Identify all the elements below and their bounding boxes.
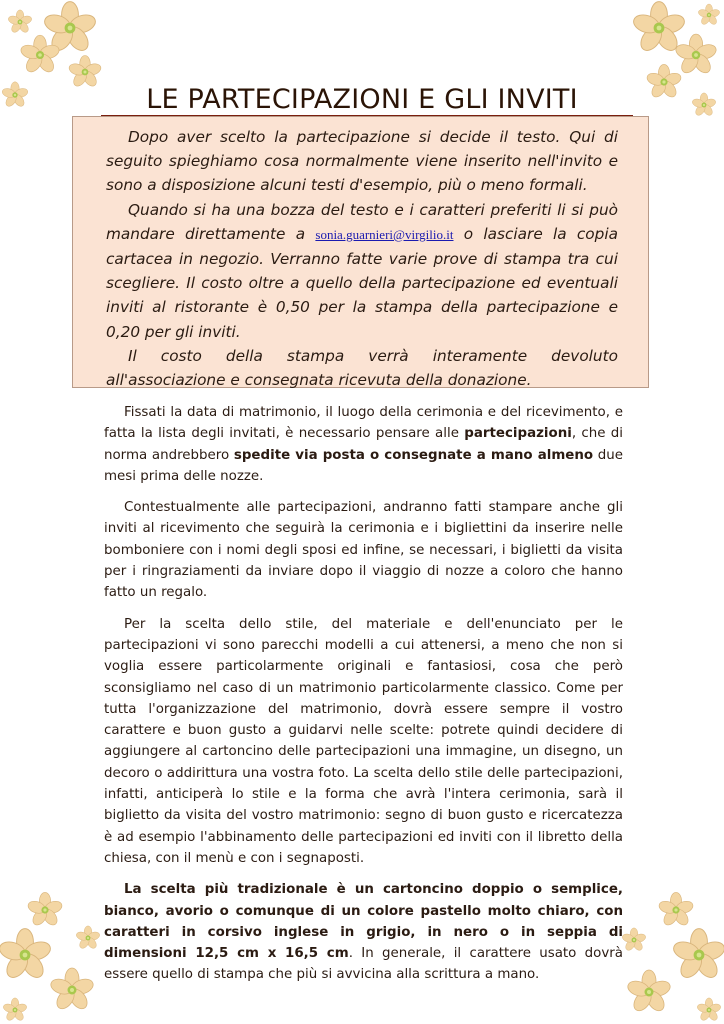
info-box <box>72 116 649 388</box>
body-paragraph-4-text: . In generale, il carattere usato dovrà essere quello di stampa che più si avvicina alla scrittura a mano. <box>104 946 623 983</box>
box-paragraph-2-text-b: o lasciare la copia cartacea in negozio. Verranno fatte varie prove di stampa tra cui scegliere. Il costo oltre a quello della partecipazione ed eventuali inviti al ristorante è 0,50 per la stampa della partecipazione e 0,20 per gli inviti. <box>106 224 618 341</box>
box-paragraph-3: Il costo della stampa verrà interamente devoluto all'associazione e consegnata ricevuta della donazione. <box>106 346 618 390</box>
article-body <box>104 402 623 996</box>
body-paragraph-3: Per la scelta dello stile, del materiale e dell'enunciato per le partecipazioni vi sono parecchi modelli a cui attenersi, a meno che non si voglia essere particolarmente originali e fantasiosi, cosa che però sconsigliamo nel caso di un matrimonio particolarmente classico. Come per tutta l'organizzazione del matrimonio, dovrà essere sempre il vostro carattere e buon gusto a guidarvi nelle scelte: potrete quindi decidere di aggiungere al cartoncino delle partecipazioni una immagine, un disegno, un decoro o addirittura una vostra foto. La scelta dello stile delle partecipazioni, infatti, anticiperà lo stile e la forma che avrà l'intera cerimonia, sarà il biglietto da visita del vostro matrimonio: segno di buon gusto e ricercatezza è ad esempio l'abbinamento delle partecipazioni ed inviti con il libretto della chiesa, con il menù e con i segnaposti. <box>104 616 623 866</box>
body-paragraph-1 <box>104 402 623 487</box>
box-paragraph-2-text-a: Quando si ha una bozza del testo e i caratteri preferiti li si può mandare direttamente a <box>106 200 618 243</box>
body-paragraph-1-bold-a: partecipazioni <box>464 426 572 442</box>
body-paragraph-1-text-a: Fissati la data di matrimonio, il luogo della cerimonia e del ricevimento, e fatta la lista degli invitati, è necessario pensare alle <box>104 405 623 442</box>
body-paragraph-4-bold: La scelta più tradizionale è un cartoncino doppio o semplice, bianco, avorio o comunque di un colore pastello molto chiaro, con caratteri in corsivo inglese in grigio, in nero o in seppia di dimensioni 12,5 cm x 16,5 cm <box>104 882 623 962</box>
body-paragraph-4 <box>104 879 623 985</box>
body-paragraph-2: Contestualmente alle partecipazioni, andranno fatti stampare anche gli inviti al ricevimento che seguirà la cerimonia e i bigliettini da inserire nelle bomboniere con i nomi degli sposi ed infine, se necessari, i biglietti da visita per i ringraziamenti da inviare dopo il viaggio di nozze a coloro che hanno fatto un regalo. <box>104 500 623 601</box>
flower-decoration-bottom-left <box>0 880 120 1024</box>
page-title: LE PARTECIPAZIONI E GLI INVITI <box>146 84 578 115</box>
body-paragraph-1-text-e: due mesi prima delle nozze. <box>104 447 624 484</box>
body-paragraph-1-bold-d: spedite via posta o consegnate a mano almeno <box>233 447 594 463</box>
body-paragraph-1-text-c: , che di norma andrebbero <box>104 426 623 463</box>
box-paragraph-2 <box>106 198 618 344</box>
box-paragraph-1: Dopo aver scelto la partecipazione si decide il testo. Qui di seguito spieghiamo cosa normalmente viene inserito nell'invito e sono a disposizione alcuni testi d'esempio, più o meno formali. <box>106 128 618 195</box>
email-link[interactable]: sonia.guarnieri@virgilio.it <box>315 226 454 242</box>
